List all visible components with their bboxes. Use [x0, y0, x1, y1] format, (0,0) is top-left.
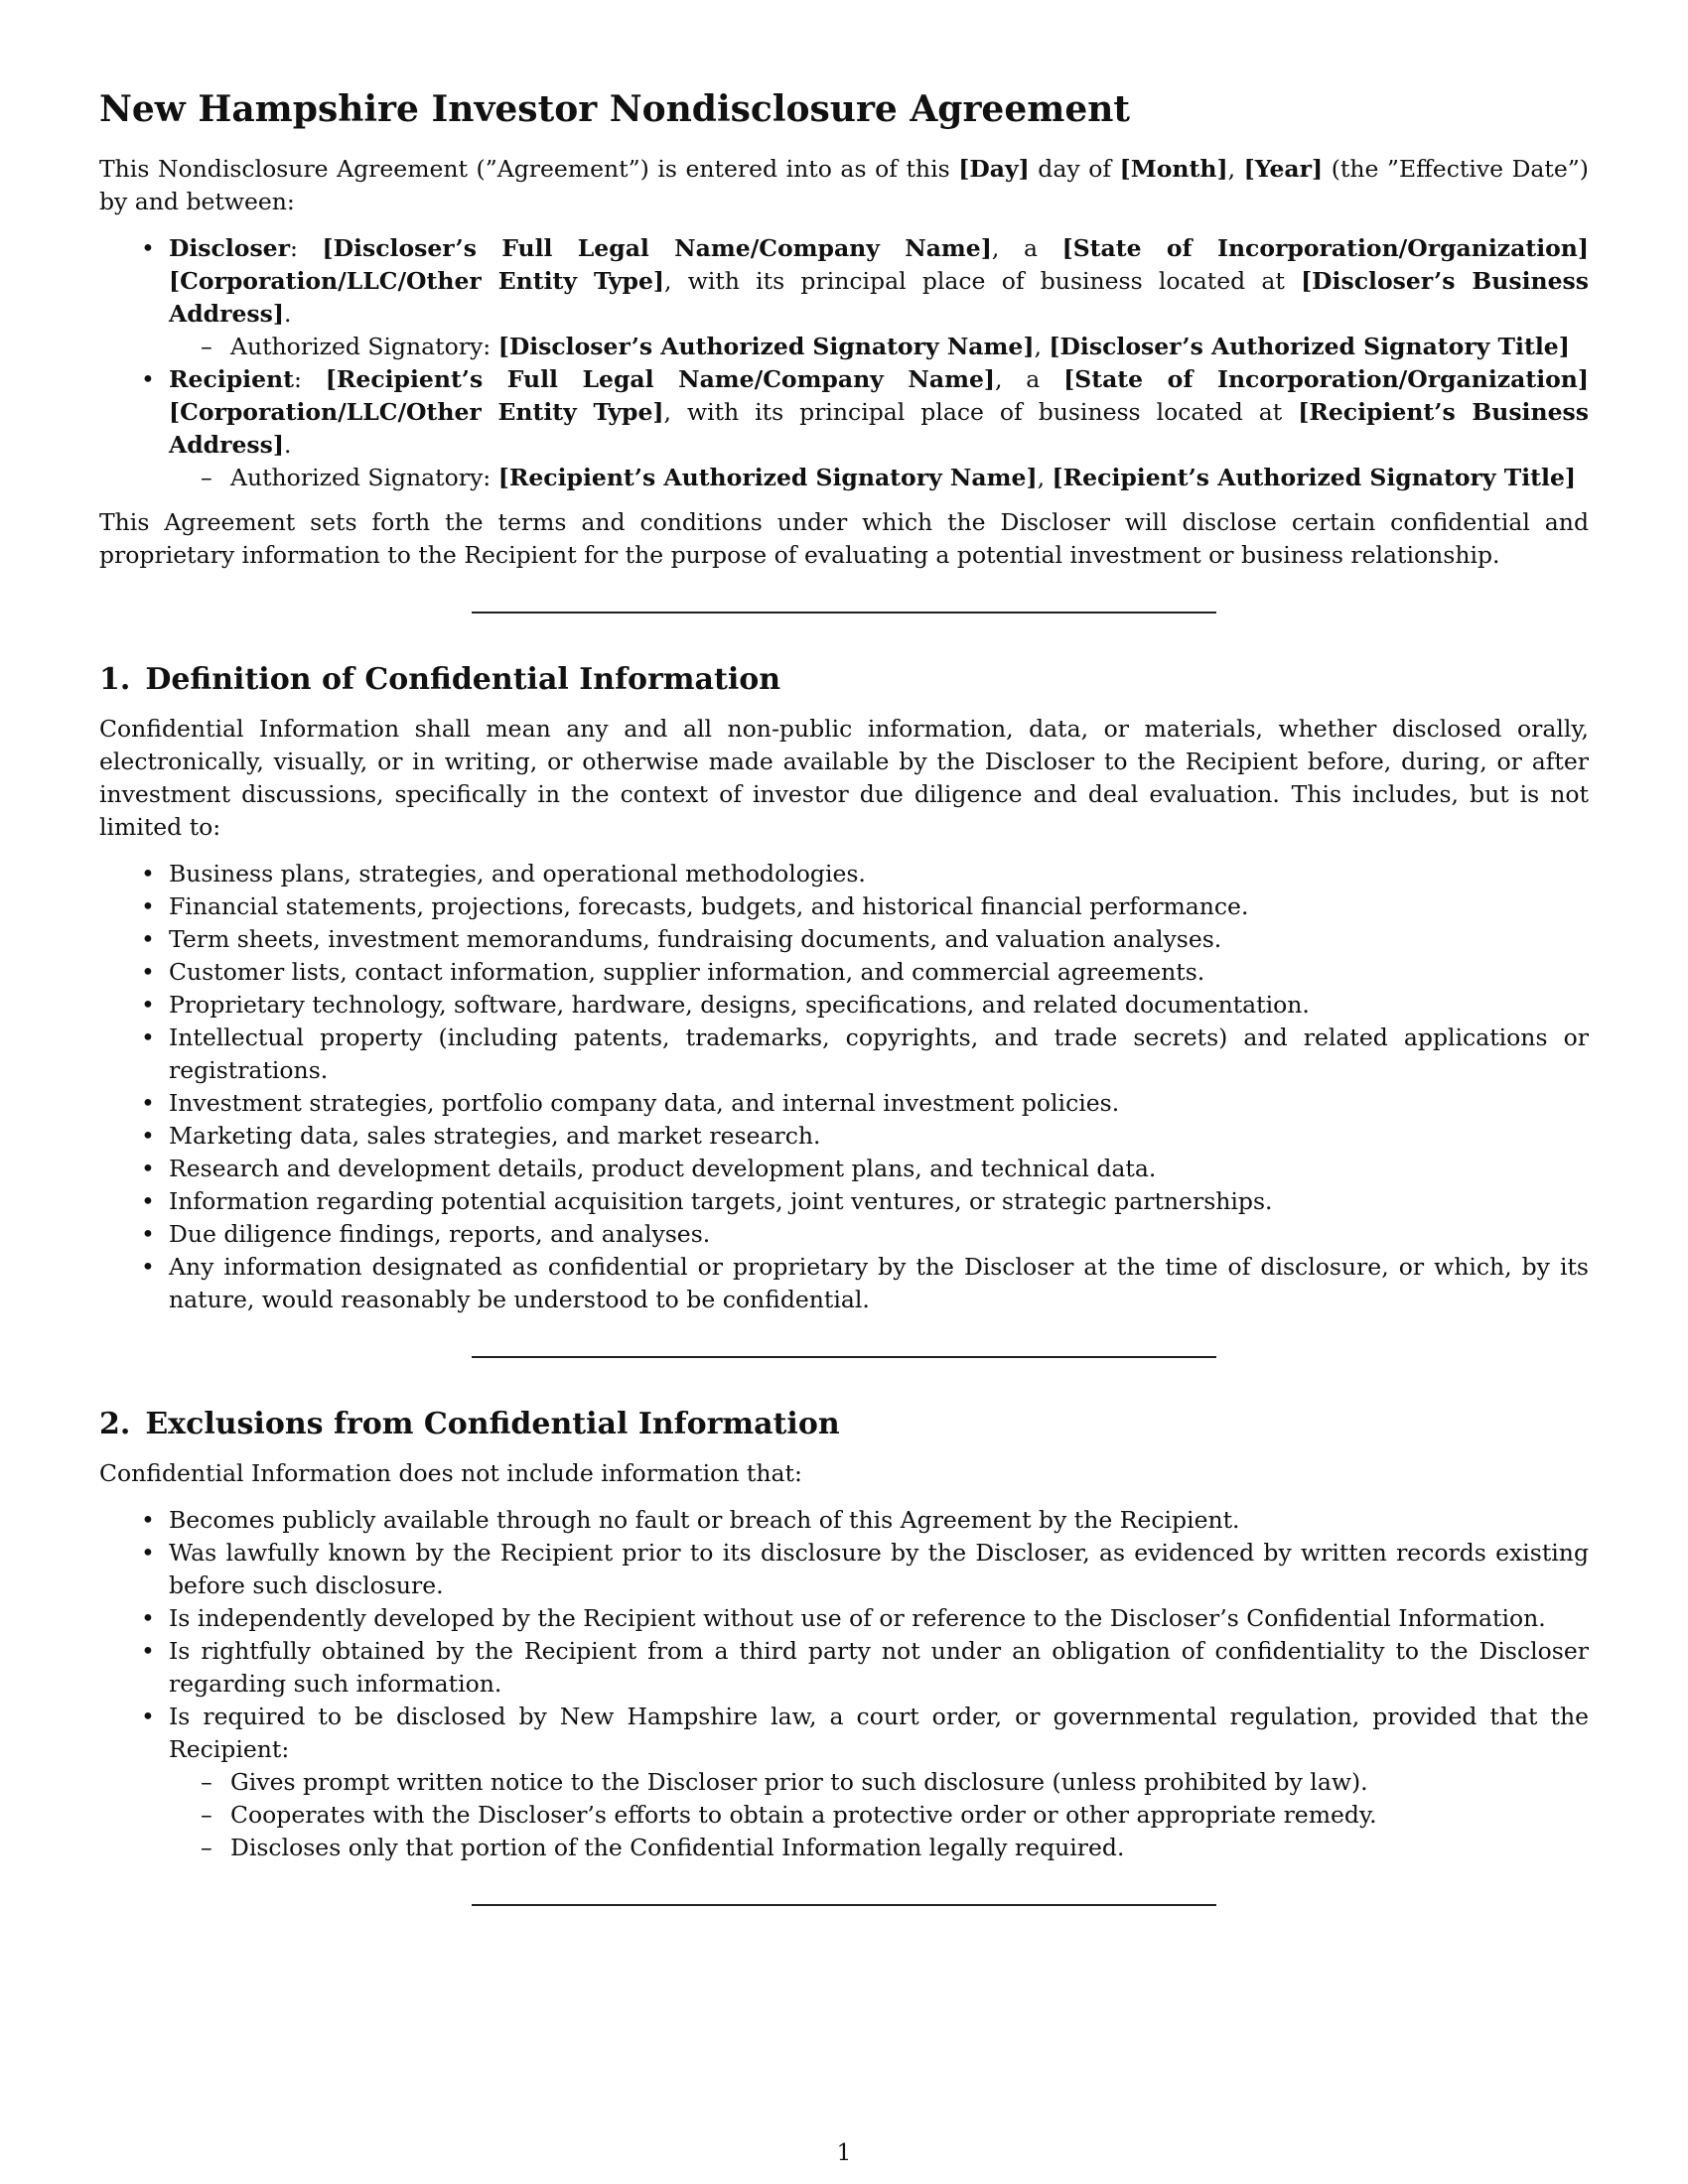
- list-item: • Term sheets, investment memorandums, fundraising documents, and valuation analyses.: [99, 923, 1589, 956]
- signatory-item: [169, 331, 1589, 363]
- signatory-title: [Recipient’s Authorized Signatory Title]: [1052, 464, 1577, 491]
- connector: .: [284, 431, 292, 459]
- list-item: • Is rightfully obtained by the Recipient from a third party not under an obligation of confidentiality to the Discloser regarding such information.: [99, 1635, 1589, 1701]
- signatory-name: [Discloser’s Authorized Signatory Name]: [497, 333, 1035, 360]
- connector: [491, 333, 497, 360]
- connector: ,: [1037, 464, 1053, 491]
- sub-list-item: – Cooperates with the Discloser’s efforts to obtain a protective order or other appropriate remedy.: [169, 1799, 1589, 1832]
- intro-text: day of: [1029, 155, 1120, 183]
- section-divider: [472, 1904, 1216, 1906]
- section-1-list: [99, 858, 1589, 1316]
- list-item: • Was lawfully known by the Recipient prior to its disclosure by the Discloser, as evidenced by written records existing before such disclosure.: [99, 1537, 1589, 1602]
- page-number: 1: [836, 2140, 852, 2166]
- signatory-list: [169, 331, 1589, 363]
- party-entity: [Corporation/LLC/Other Entity Type]: [169, 398, 664, 426]
- connector: , a: [995, 365, 1064, 393]
- signatory-label: Authorized Signatory:: [230, 464, 492, 491]
- document-page: [99, 87, 1589, 1954]
- list-item: • Investment strategies, portfolio company data, and internal investment policies.: [99, 1087, 1589, 1120]
- signatory-name: [Recipient’s Authorized Signatory Name]: [497, 464, 1038, 491]
- list-item: • Any information designated as confidential or proprietary by the Discloser at the time of disclosure, or which, by its nature, would reasonably be understood to be confidential.: [99, 1251, 1589, 1316]
- intro-text: ,: [1227, 155, 1244, 183]
- list-item: • Information regarding potential acquisition targets, joint ventures, or strategic partnerships.: [99, 1185, 1589, 1218]
- connector: , with its principal place of business located at: [664, 267, 1302, 295]
- list-item: • Is independently developed by the Recipient without use of or reference to the Discloser’s Confidential Information.: [99, 1602, 1589, 1635]
- party-discloser: [99, 232, 1589, 363]
- list-item: • Intellectual property (including patents, trademarks, copyrights, and trade secrets) and related applications or registrations.: [99, 1022, 1589, 1087]
- document-title: New Hampshire Investor Nondisclosure Agreement: [99, 88, 1131, 130]
- list-item: • Research and development details, product development plans, and technical data.: [99, 1153, 1589, 1185]
- section-divider: [472, 612, 1216, 614]
- list-item-text: Is required to be disclosed by New Hampshire law, a court order, or governmental regulation, provided that the Recipient:: [169, 1703, 1589, 1763]
- connector: , a: [991, 234, 1062, 262]
- section-2-sublist: [169, 1766, 1589, 1864]
- intro-text: This Nondisclosure Agreement (”Agreement”) is entered into as of this: [99, 155, 959, 183]
- signatory-list: [169, 462, 1589, 494]
- connector: [491, 464, 497, 491]
- party-name: [Recipient’s Full Legal Name/Company Name]: [325, 365, 996, 393]
- sub-list-item: – Gives prompt written notice to the Discloser prior to such disclosure (unless prohibited by law).: [169, 1766, 1589, 1799]
- separator: :: [290, 234, 323, 262]
- day-placeholder: [Day]: [958, 155, 1030, 183]
- list-item-with-subitems: [99, 1701, 1589, 1864]
- section-1-intro: Confidential Information shall mean any and all non-public information, data, or materials, whether disclosed orally, electronically, visually, or in writing, or otherwise made available by the Discloser to the Recipient before, during, or after investment discussions, specifically in the context of investor due diligence and deal evaluation. This includes, but is not limited to:: [99, 715, 1589, 841]
- party-name: [Discloser’s Full Legal Name/Company Name]: [322, 234, 992, 262]
- section-2-intro: Confidential Information does not include information that:: [99, 1459, 802, 1487]
- separator: :: [293, 365, 326, 393]
- year-placeholder: [Year]: [1243, 155, 1324, 183]
- party-entity: [Corporation/LLC/Other Entity Type]: [169, 267, 665, 295]
- party-address: [Discloser’s Business Address]: [169, 267, 1590, 328]
- section-2-list: [99, 1504, 1589, 1864]
- list-item: • Business plans, strategies, and operational methodologies.: [99, 858, 1589, 890]
- list-item: • Financial statements, projections, forecasts, budgets, and historical financial performance.: [99, 890, 1589, 923]
- sub-list-item: – Discloses only that portion of the Confidential Information legally required.: [169, 1832, 1589, 1864]
- party-recipient: [99, 363, 1589, 494]
- connector: ,: [1034, 333, 1050, 360]
- section-divider: [472, 1356, 1216, 1358]
- party-state: [State of Incorporation/Organization]: [1061, 234, 1590, 262]
- intro-text: (the ”Effective Date”) by and between:: [99, 155, 1589, 215]
- list-item: • Customer lists, contact information, supplier information, and commercial agreements.: [99, 956, 1589, 989]
- party-address: [Recipient’s Business Address]: [169, 398, 1589, 459]
- party-state: [State of Incorporation/Organization]: [1063, 365, 1590, 393]
- list-item: • Due diligence findings, reports, and analyses.: [99, 1218, 1589, 1251]
- list-item: • Becomes publicly available through no fault or breach of this Agreement by the Recipient.: [99, 1504, 1589, 1537]
- parties-list: [99, 232, 1589, 494]
- signatory-item: [169, 462, 1589, 494]
- signatory-label: Authorized Signatory:: [230, 333, 492, 360]
- section-1-heading: 1. Definition of Confidential Information: [99, 662, 781, 697]
- section-2-heading: 2. Exclusions from Confidential Information: [99, 1407, 840, 1441]
- intro-paragraph: [99, 153, 1589, 218]
- party-role: Discloser: [169, 234, 291, 262]
- party-role: Recipient: [169, 365, 294, 393]
- list-item: • Proprietary technology, software, hardware, designs, specifications, and related documentation.: [99, 989, 1589, 1022]
- purpose-paragraph: This Agreement sets forth the terms and conditions under which the Discloser will disclose certain confidential and proprietary information to the Recipient for the purpose of evaluating a potential investment or business relationship.: [99, 508, 1589, 569]
- connector: .: [284, 300, 292, 328]
- month-placeholder: [Month]: [1119, 155, 1228, 183]
- signatory-title: [Discloser’s Authorized Signatory Title]: [1049, 333, 1570, 360]
- list-item: • Marketing data, sales strategies, and market research.: [99, 1120, 1589, 1153]
- connector: , with its principal place of business located at: [663, 398, 1299, 426]
